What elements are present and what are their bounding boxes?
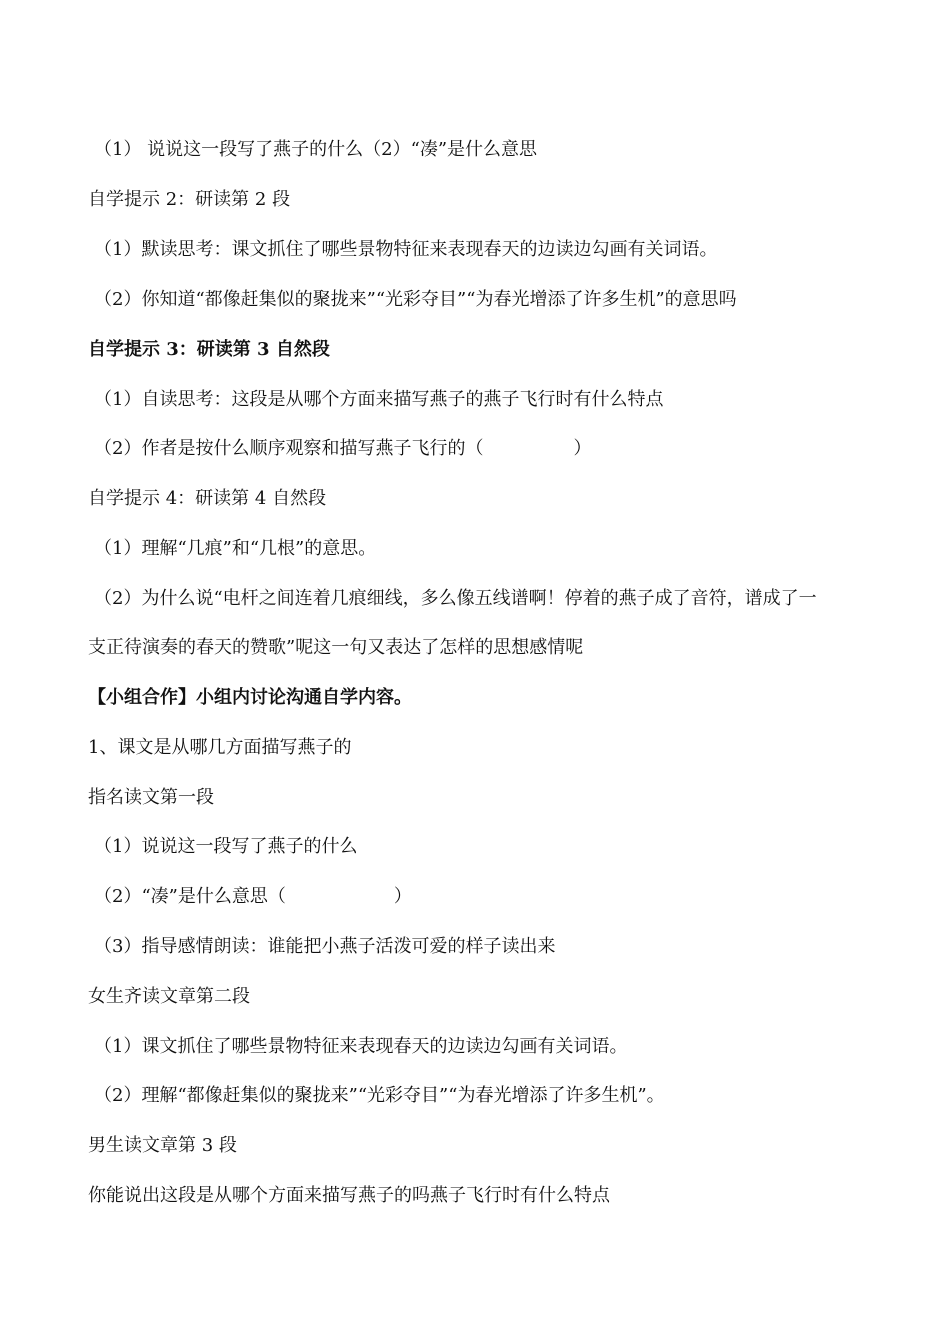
- text-line: （1）默读思考：课文抓住了哪些景物特征来表现春天的边读边勾画有关词语。: [94, 239, 718, 260]
- text-line: （2）“凑”是什么意思（ ）: [94, 886, 412, 907]
- text-line: （1）理解“几痕”和“几根”的意思。: [94, 538, 377, 559]
- text-line: （1）自读思考：这段是从哪个方面来描写燕子的燕子飞行时有什么特点: [94, 389, 664, 410]
- section-heading: 【小组合作】小组内讨论沟通自学内容。: [88, 687, 412, 708]
- text-line: 男生读文章第 3 段: [88, 1135, 237, 1156]
- text-line: （1）说说这一段写了燕子的什么: [94, 836, 358, 857]
- text-line: 支正待演奏的春天的赞歌”呢这一句又表达了怎样的思想感情呢: [88, 637, 584, 658]
- text-line: 1、课文是从哪几方面描写燕子的: [88, 737, 352, 758]
- text-line: （2）理解“都像赶集似的聚拢来”“光彩夺目”“为春光增添了许多生机”。: [94, 1085, 665, 1106]
- text-line: （1）课文抓住了哪些景物特征来表现春天的边读边勾画有关词语。: [94, 1036, 628, 1057]
- section-heading: 自学提示 4：研读第 4 自然段: [88, 488, 327, 509]
- text-line: 女生齐读文章第二段: [88, 986, 250, 1007]
- text-line: 你能说出这段是从哪个方面来描写燕子的吗燕子飞行时有什么特点: [88, 1185, 610, 1206]
- section-heading: 自学提示 2：研读第 2 段: [88, 189, 291, 210]
- text-line: （1） 说说这一段写了燕子的什么（2）“凑”是什么意思: [94, 139, 538, 160]
- section-heading: 自学提示 3：研读第 3 自然段: [88, 339, 330, 360]
- text-line: （2）作者是按什么顺序观察和描写燕子飞行的（ ）: [94, 438, 592, 459]
- text-line: 指名读文第一段: [88, 787, 214, 808]
- text-line: （3）指导感情朗读：谁能把小燕子活泼可爱的样子读出来: [94, 936, 556, 957]
- text-line: （2）为什么说“电杆之间连着几痕细线，多么像五线谱啊！停着的燕子成了音符，谱成了一: [94, 588, 817, 609]
- text-line: （2）你知道“都像赶集似的聚拢来”“光彩夺目”“为春光增添了许多生机”的意思吗: [94, 289, 737, 310]
